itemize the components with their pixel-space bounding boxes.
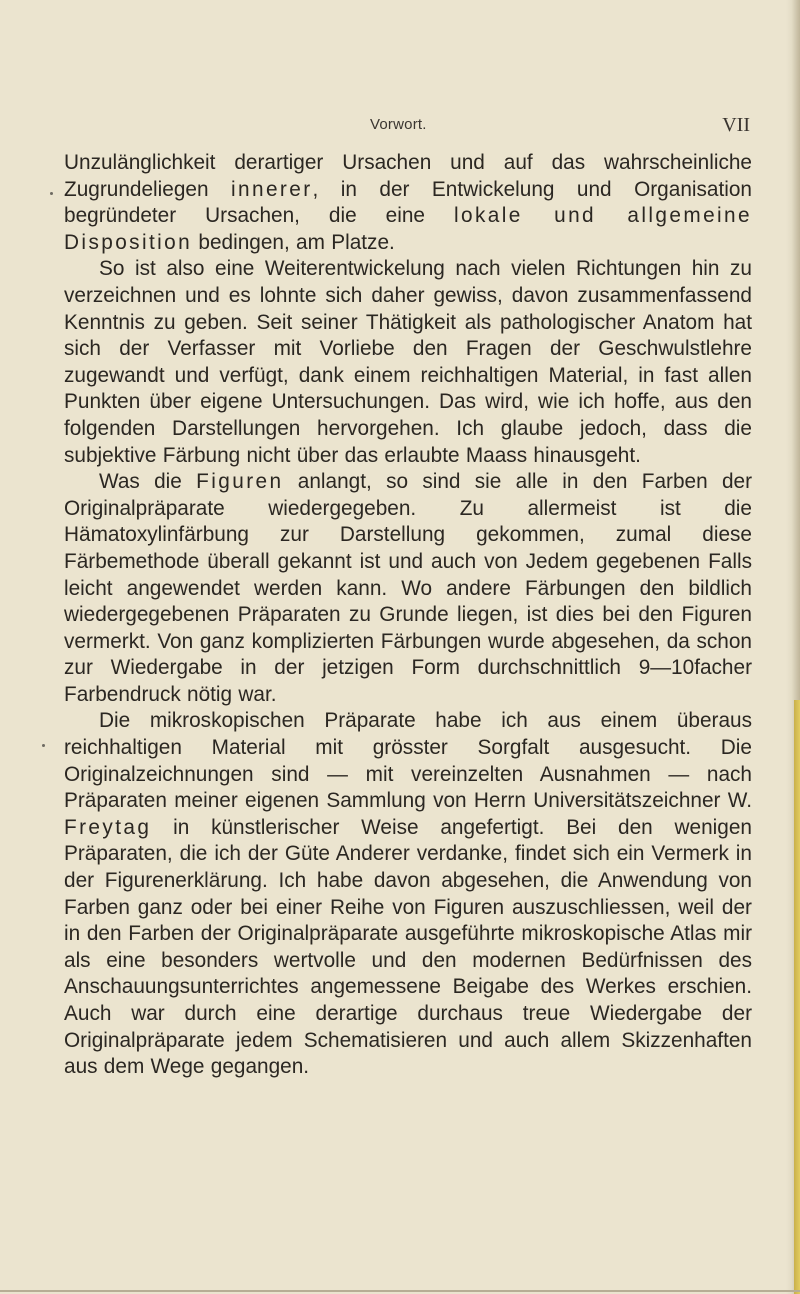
spaced-emphasis: Freytag: [64, 815, 152, 839]
paragraph: [64, 469, 752, 708]
page-header: [64, 116, 750, 140]
page-edge-gilt: [794, 700, 800, 1294]
bottom-edge: [0, 1290, 800, 1292]
text-run: Die mikroskopischen Präparate habe ich aus einem überaus reichhaltigen Material mit grösster Sorgfalt ausgesucht. Die Originalzeichnungen sind — mit vereinzelten Ausnahmen — nach Präparaten meiner eigenen Sammlung von Herrn Universitätszeichner W.: [64, 709, 752, 813]
paragraph: [64, 150, 752, 256]
text-run: anlangt, so sind sie alle in den Farben der Originalpräparate wiedergegeben. Zu allermeist ist die Hämatoxylinfärbung zur Darstellung gekommen, zumal diese Färbemethode überall gekannt ist und auch von Jedem gegebenen Falls leicht angewendet werden kann. Wo andere Färbungen den bildlich wiedergegebenen Präparaten zu Grunde liegen, ist dies bei den Figuren vermerkt. Von ganz komplizierten Färbungen wurde abgesehen, da schon zur Wiedergabe in der jetzigen Form durchschnittlich 9—10facher Farbendruck nötig war.: [64, 470, 752, 706]
running-head: Vorwort.: [370, 116, 427, 133]
text-run: So ist also eine Weiterentwickelung nach vielen Richtungen hin zu verzeichnen und es lohnte sich daher gewiss, davon zusammenfassend Kenntnis zu geben. Seit seiner Thätigkeit als pathologischer Anatom hat sich der Verfasser mit Vorliebe den Fragen der Geschwulstlehre zugewandt und verfügt, dank einem reichhaltigen Material, in fast allen Punkten über eigene Untersuchungen. Das wird, wie ich hoffe, aus den folgenden Darstellungen hervorgehen. Ich glaube jedoch, dass die subjektive Färbung nicht über das erlaubte Maass hinausgeht.: [64, 257, 752, 467]
text-run: bedingen, am Platze.: [192, 230, 395, 254]
spaced-emphasis: lokale und allgemeine Disposition: [64, 204, 752, 254]
spaced-emphasis: Figuren: [196, 470, 284, 494]
margin-dot-mark: [42, 744, 45, 747]
paragraph: [64, 708, 752, 1080]
paragraph: [64, 256, 752, 469]
text-run: , in der Entwickelung und Organisation begründeter Ursachen, die eine: [64, 177, 752, 228]
text-run: in künstlerischer Weise angefertigt. Bei den wenigen Präparaten, die ich der Güte Anderer verdanke, findet sich ein Vermerk in der Figurenerklärung. Ich habe davon abgesehen, die Anwendung von Farben ganz oder bei einer Reihe von Figuren auszuschliessen, weil der in den Farben der Originalpräparate ausgeführte mikroskopische Atlas mir als eine besonders wertvolle und den modernen Bedürfnissen des Anschauungsunterrichtes angemessene Beigabe des Werkes erschien. Auch war durch eine derartige durchaus treue Wiedergabe der Originalpräparate jedem Schematisieren und auch allem Skizzenhaften aus dem Wege gegangen.: [64, 815, 752, 1079]
body-text: [64, 150, 752, 1081]
text-run: Was die: [99, 470, 197, 494]
page-number: VII: [722, 114, 750, 136]
spaced-emphasis: innerer: [231, 177, 313, 201]
margin-dot-mark: [50, 192, 53, 195]
text-run: Unzulänglichkeit derartiger Ursachen und auf das wahrscheinliche Zugrundeliegen: [64, 151, 752, 201]
